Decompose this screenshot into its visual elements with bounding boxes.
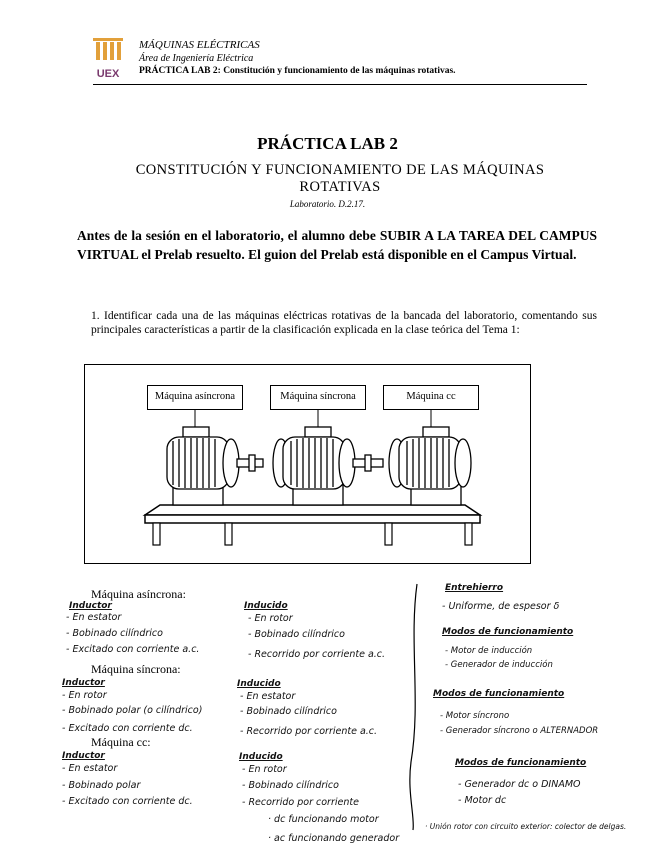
sync-inductor-3: - Excitado con corriente dc.: [62, 723, 193, 734]
sync-inducido-2: - Bobinado cilíndrico: [240, 706, 337, 717]
async-inducido-3: - Recorrido por corriente a.c.: [248, 649, 386, 660]
sync-inductor-1: - En rotor: [62, 690, 107, 701]
modos-dc-1: - Generador dc o DINAMO: [458, 779, 581, 790]
logo-text: UEX: [96, 68, 120, 80]
dc-title: Máquina cc:: [91, 735, 151, 749]
sync-title: Máquina síncrona:: [91, 662, 181, 676]
page-subtitle: CONSTITUCIÓN Y FUNCIONAMIENTO DE LAS MÁQUINAS ROTATIVAS: [135, 162, 545, 195]
practice-line: [139, 65, 456, 78]
modos-sync-2: - Generador síncrono o ALTERNADOR: [440, 726, 599, 736]
page-title: PRÁCTICA LAB 2: [257, 134, 398, 153]
sync-inductor-2: - Bobinado polar (o cilíndrico): [62, 705, 203, 716]
uex-logo: [93, 38, 123, 80]
async-inducido-2: - Bobinado cilíndrico: [248, 629, 345, 640]
dc-inducido-3: - Recorrido por corriente: [242, 797, 359, 808]
entrehierro-head: Entrehierro: [445, 583, 504, 593]
async-inductor-3: - Excitado con corriente a.c.: [66, 644, 200, 655]
dc-inductor-1: - En estator: [62, 763, 118, 774]
dc-inducido-5: · ac funcionando generador: [268, 833, 400, 844]
practice-prefix: PRÁCTICA LAB 2:: [139, 66, 221, 76]
dc-inducido-4: · dc funcionando motor: [268, 814, 379, 825]
entrehierro-text: - Uniforme, de espesor δ: [442, 601, 560, 612]
dc-inducido-head: Inducido: [239, 752, 283, 762]
practice-rest: Constitución y funcionamiento de las máquinas rotativas.: [223, 66, 456, 76]
modos-async-1: - Motor de inducción: [445, 646, 533, 656]
area-name: Área de Ingeniería Eléctrica: [139, 53, 254, 64]
notes-divider: [405, 582, 425, 832]
dc-inductor-3: - Excitado con corriente dc.: [62, 796, 193, 807]
location-note: Laboratorio. D.2.17.: [289, 199, 366, 209]
header-divider: [93, 84, 587, 85]
label-async-machine: Máquina asíncrona: [147, 385, 243, 410]
modos-sync-head: Modos de funcionamiento: [433, 689, 565, 699]
modos-dc-2: - Motor dc: [458, 795, 507, 806]
label-dc-machine: Máquina cc: [383, 385, 479, 410]
collector-footnote: · Unión rotor con circuito exterior: colector de delgas.: [425, 822, 627, 831]
sync-inducido-1: - En estator: [240, 691, 296, 702]
dc-inducido-1: - En rotor: [242, 764, 287, 775]
machine-bench-figure: [84, 364, 531, 564]
modos-sync-1: - Motor síncrono: [440, 711, 510, 721]
question-1: 1. Identificar cada una de las máquinas eléctricas rotativas de la bancada del laboratorio, comentando sus principales características a partir de la clasificación explicada en la clase teórica del Tema 1:: [91, 310, 597, 336]
modos-async-2: - Generador de inducción: [445, 660, 553, 670]
modos-dc-head: Modos de funcionamiento: [455, 758, 587, 768]
sync-inducido-3: - Recorrido por corriente a.c.: [240, 726, 378, 737]
label-sync-machine: Máquina síncrona: [270, 385, 366, 410]
sync-inductor-head: Inductor: [62, 678, 105, 688]
async-title: Máquina asíncrona:: [91, 587, 186, 601]
async-inductor-2: - Bobinado cilíndrico: [66, 628, 163, 639]
async-inducido-1: - En rotor: [248, 613, 293, 624]
dc-inductor-head: Inductor: [62, 751, 105, 761]
dc-inducido-2: - Bobinado cilíndrico: [242, 780, 339, 791]
header-text: [139, 39, 456, 78]
machines-drawing: [85, 365, 530, 563]
async-inductor-head: Inductor: [69, 601, 112, 611]
course-title: MÁQUINAS ELÉCTRICAS: [139, 39, 260, 51]
prelab-notice: Antes de la sesión en el laboratorio, el alumno debe SUBIR A LA TAREA DEL CAMPUS VIRTUAL el Prelab resuelto. El guion del Prelab está disponible en el Campus Virtual.: [77, 228, 597, 262]
modos-async-head: Modos de funcionamiento: [442, 627, 574, 637]
sync-inducido-head: Inducido: [237, 679, 281, 689]
async-inducido-head: Inducido: [244, 601, 288, 611]
async-inductor-1: - En estator: [66, 612, 122, 623]
dc-inductor-2: - Bobinado polar: [62, 780, 141, 791]
